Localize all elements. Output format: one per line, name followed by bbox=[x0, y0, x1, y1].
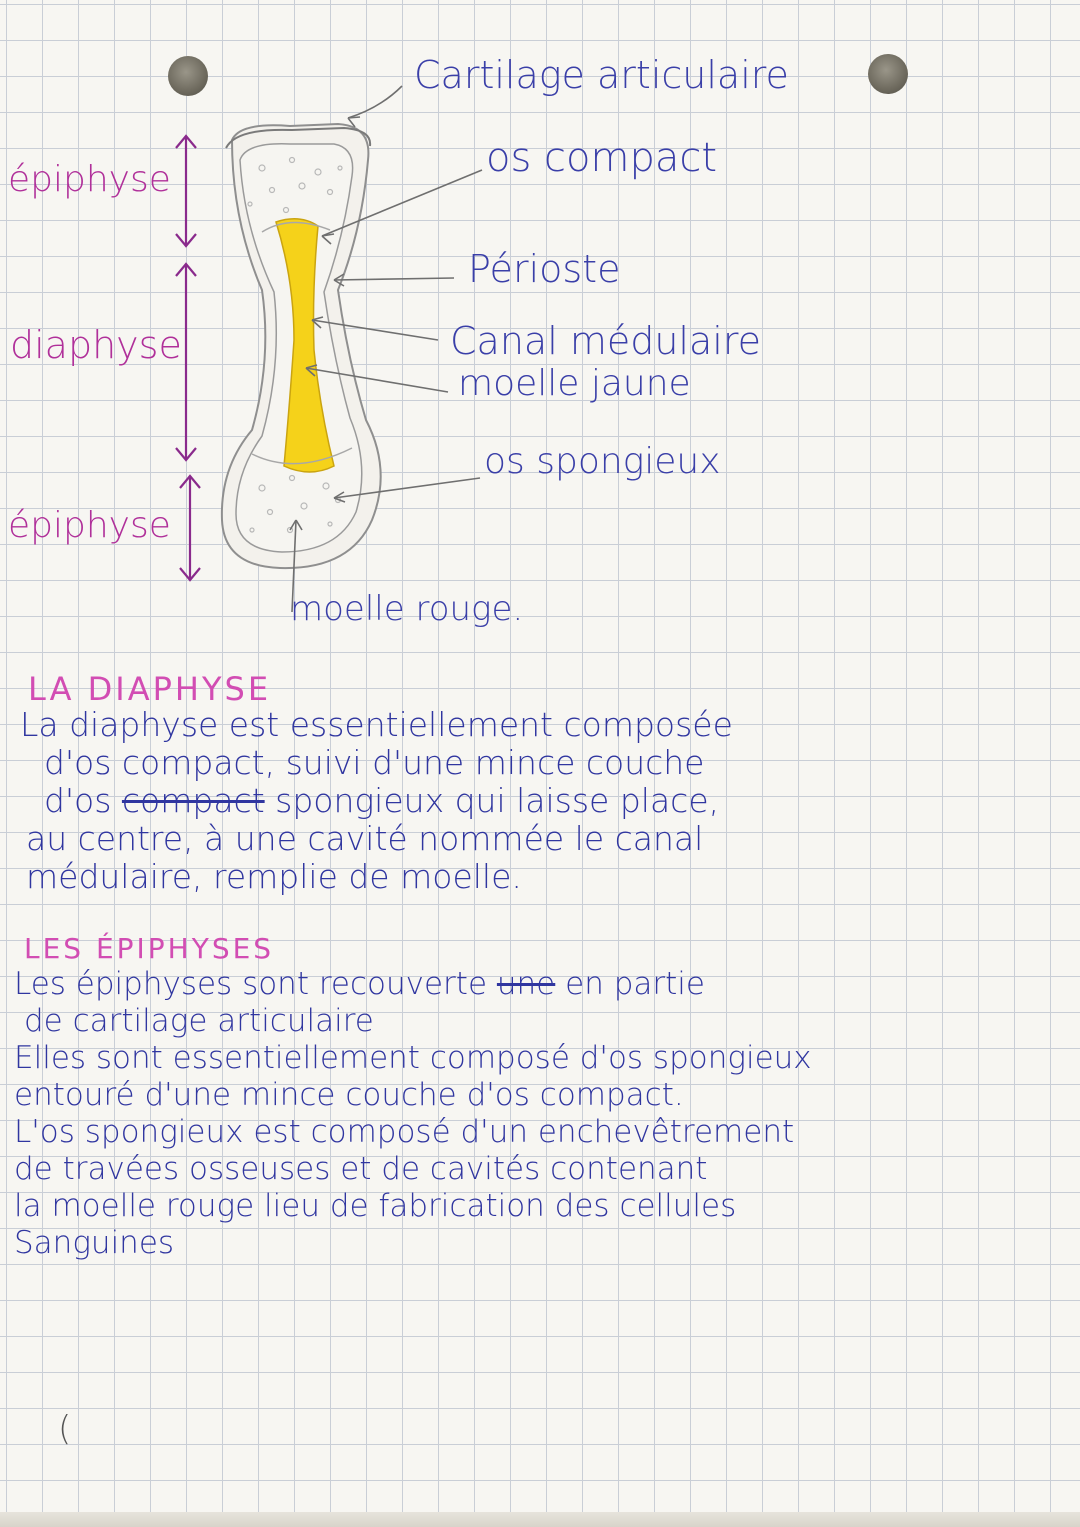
label-canal-medullaire: Canal médulaire bbox=[450, 319, 761, 363]
page-bottom-edge bbox=[0, 1512, 1080, 1527]
text-line bbox=[14, 966, 812, 1003]
paragraph-epiphyses bbox=[14, 966, 812, 1262]
margin-mark: ( bbox=[58, 1409, 72, 1449]
label-os-spongieux: os spongieux bbox=[484, 441, 721, 482]
label-diaphyse: diaphyse bbox=[10, 323, 182, 367]
text-fragment: d'os bbox=[44, 781, 122, 820]
text-line: d'os compact, suivi d'une mince couche bbox=[44, 743, 705, 782]
text-line: de travées osseuses et de cavités contenant bbox=[14, 1151, 708, 1187]
label-os-compact: os compact bbox=[486, 135, 718, 181]
text-line: la moelle rouge lieu de fabrication des cellules bbox=[14, 1188, 737, 1224]
text-line: Sanguines bbox=[14, 1225, 175, 1261]
paragraph-diaphyse bbox=[20, 706, 733, 896]
text-line: de cartilage articulaire bbox=[24, 1003, 374, 1039]
struck-word: compact bbox=[121, 781, 265, 820]
label-perioste: Périoste bbox=[468, 247, 621, 291]
text-line: L'os spongieux est composé d'un enchevêtrement bbox=[14, 1114, 795, 1150]
text-line: entouré d'une mince couche d'os compact. bbox=[14, 1077, 684, 1113]
label-moelle-rouge: moelle rouge. bbox=[290, 589, 524, 629]
text-line: médulaire, remplie de moelle. bbox=[26, 857, 522, 896]
text-fragment: Les épiphyses sont recouverte bbox=[14, 966, 488, 1002]
text-fragment: spongieux qui laisse place, bbox=[264, 781, 720, 820]
label-moelle-jaune: moelle jaune bbox=[458, 363, 691, 404]
label-epiphyse-bottom: épiphyse bbox=[8, 505, 171, 546]
text-fragment: en partie bbox=[555, 966, 705, 1002]
label-epiphyse-top: épiphyse bbox=[8, 159, 171, 200]
text-line: Elles sont essentiellement composé d'os spongieux bbox=[14, 1040, 812, 1076]
text-line: La diaphyse est essentiellement composée bbox=[20, 705, 733, 744]
label-cartilage-articulaire: Cartilage articulaire bbox=[414, 53, 789, 97]
heading-la-diaphyse: LA DIAPHYSE bbox=[28, 670, 272, 708]
text-line: au centre, à une cavité nommée le canal bbox=[26, 819, 704, 858]
text-line bbox=[20, 782, 733, 820]
struck-word: une bbox=[496, 966, 556, 1002]
heading-les-epiphyses: LES ÉPIPHYSES bbox=[24, 932, 275, 965]
